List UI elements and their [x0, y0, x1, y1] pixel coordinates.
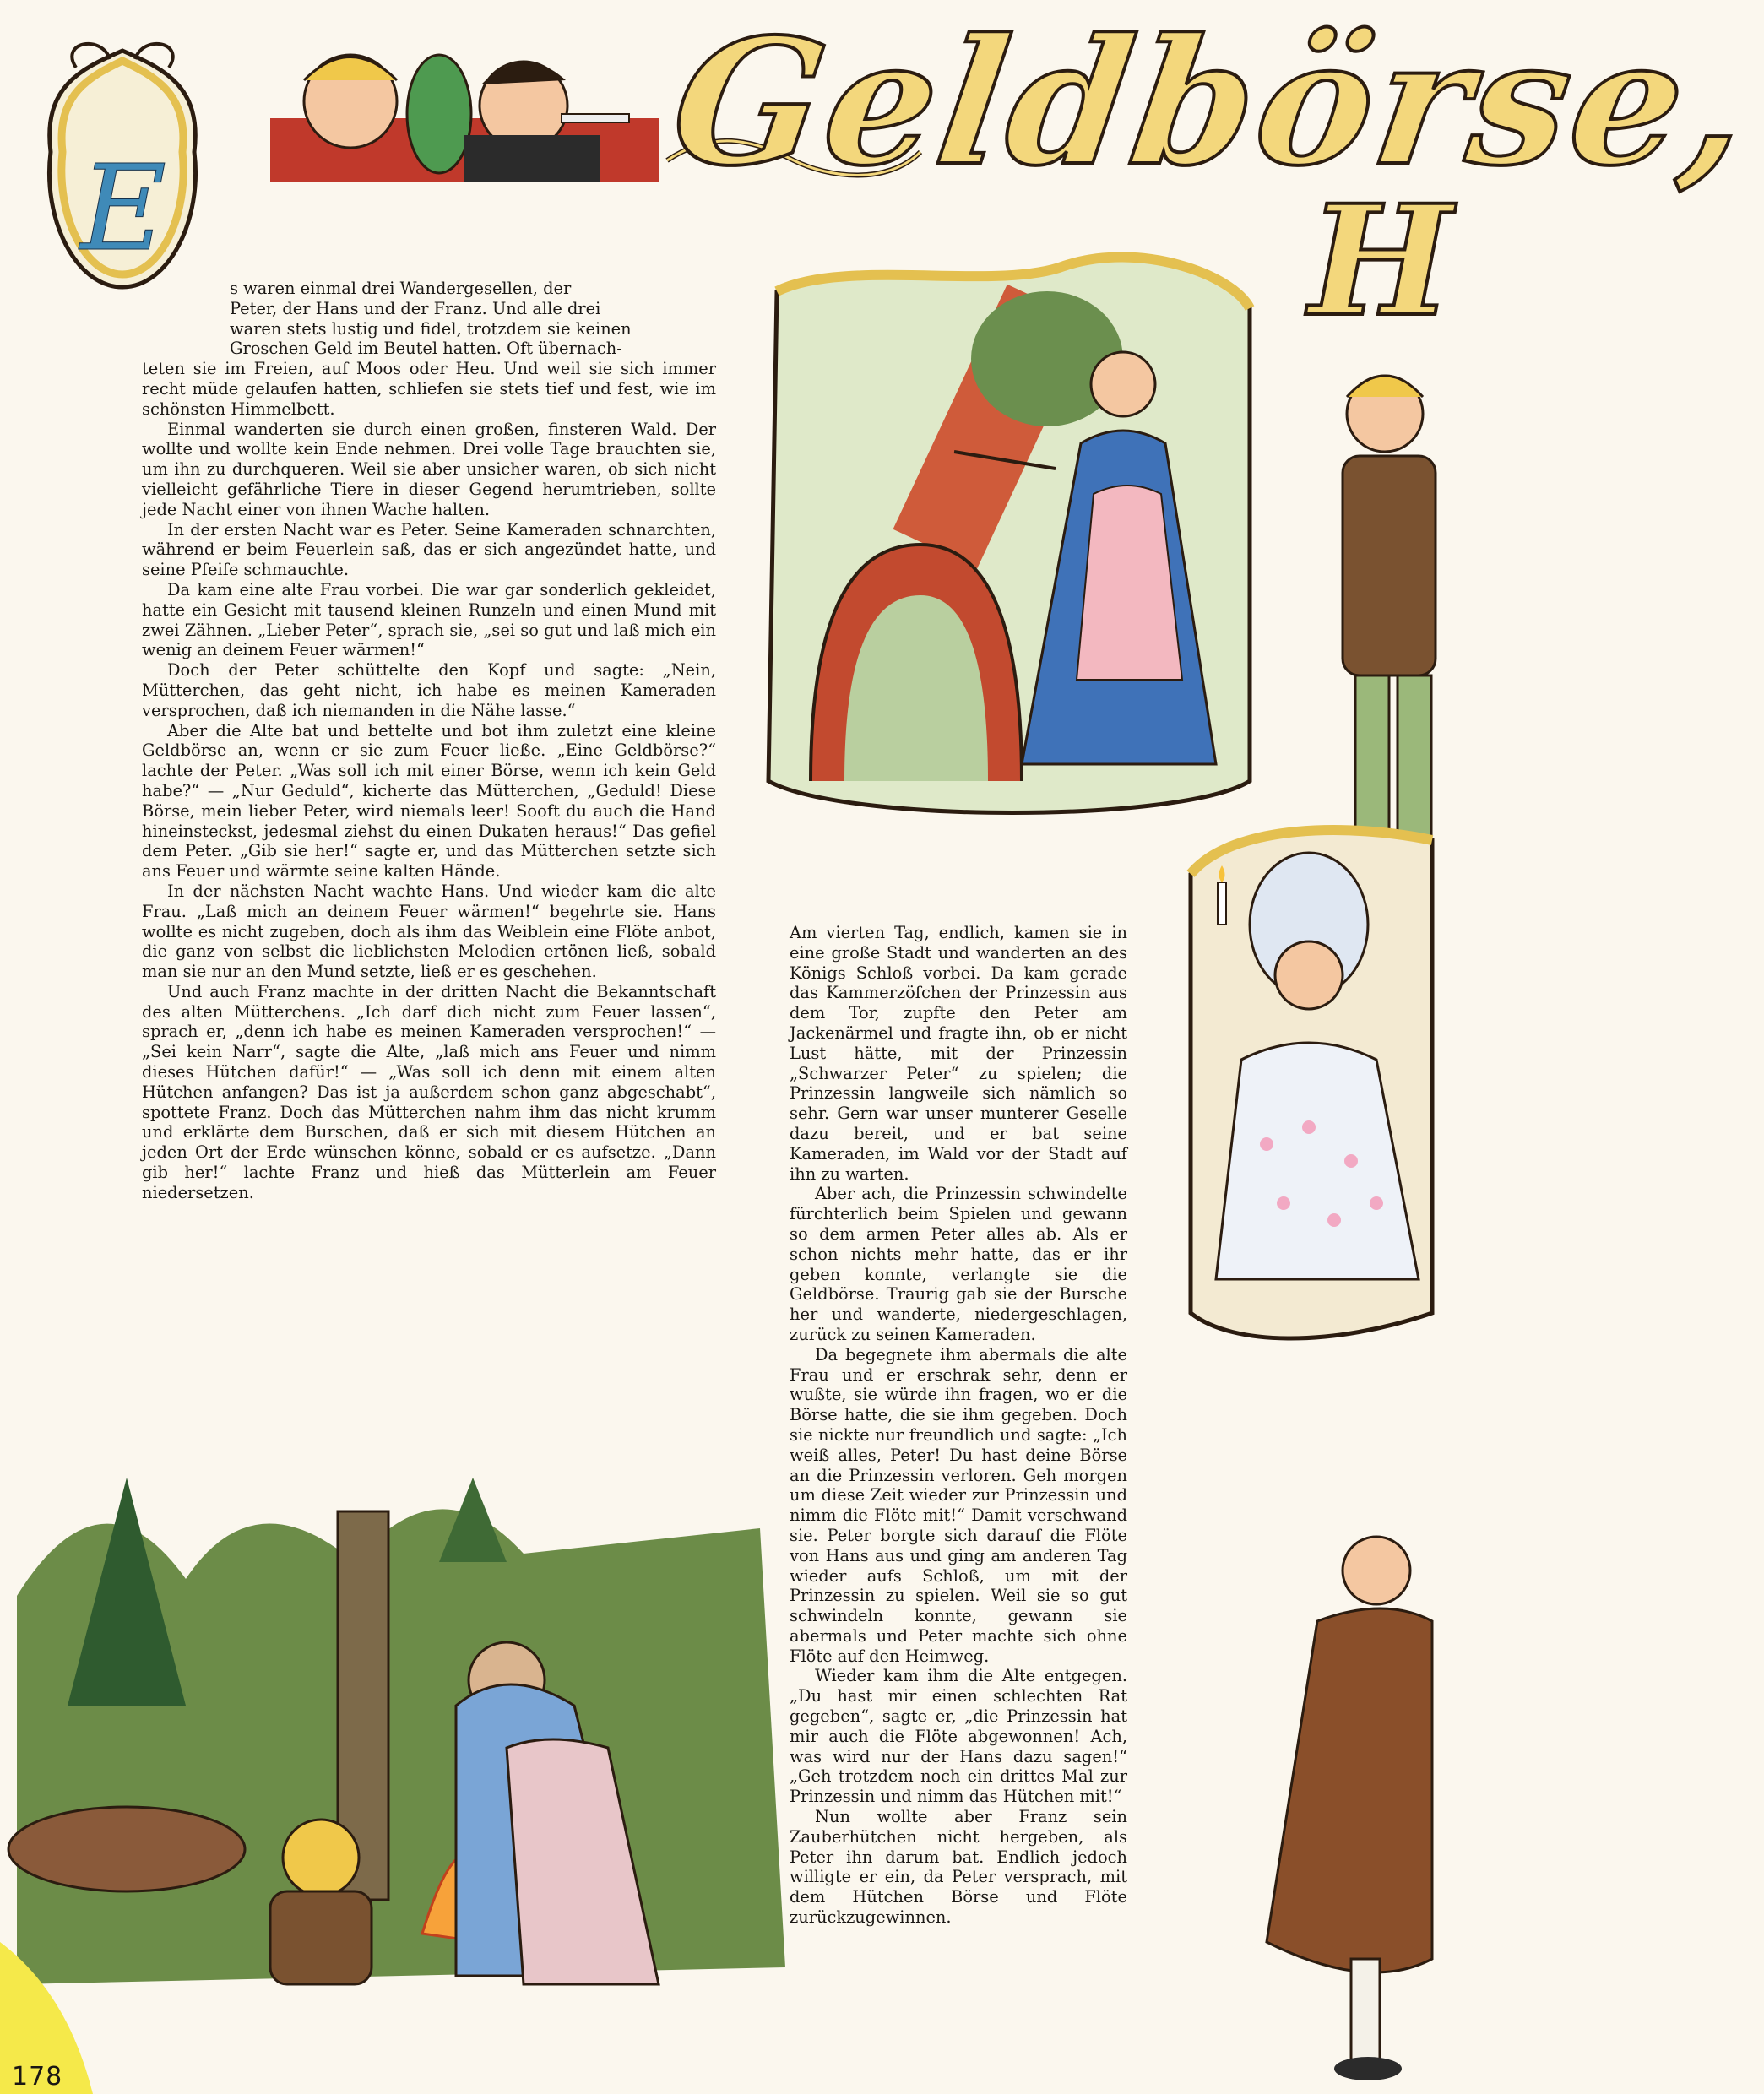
lead-line: waren stets lustig und fidel, trotzdem sie keinen [230, 318, 632, 339]
paragraph: Nun wollte aber Franz sein Zauberhütchen nicht hergeben, als Peter ihn darum bat. Endlich jedoch willigte er ein, da Peter versprach, mit dem Hütchen Börse und Flöte zurückzugewinnen. [790, 1807, 1127, 1928]
paragraph: teten sie im Freien, auf Moos oder Heu. Und weil sie sich immer recht müde gelaufen hatten, schliefen sie stets tief und fest, wie im schönsten Himmelbett. [142, 359, 716, 419]
paragraph: Doch der Peter schüttelte den Kopf und sagte: „Nein, Mütterchen, das geht nicht, ich habe es meinen Kameraden versprochen, daß ich niemanden in die Nähe lasse.“ [142, 660, 716, 720]
lead-line: s waren einmal drei Wandergesellen, der [230, 279, 572, 298]
story-column-2 [790, 923, 1127, 1928]
title-line2: H [1309, 172, 1453, 350]
paragraph: Aber ach, die Prinzessin schwindelte fürchterlich beim Spielen und gewann so dem armen Peter alles ab. Als er schon nichts mehr hatte, das er ihr geben konnte, verlangte sie die Geldbörse. Traurig gab sie der Bursche her und wanderte, niedergeschlagen, zurück zu seinen Kameraden. [790, 1184, 1127, 1344]
lead-line: Peter, der Hans und der Franz. Und alle drei [230, 298, 601, 318]
initial-letter: E [80, 140, 167, 278]
boys-illustration [270, 34, 659, 182]
maid-at-gate-illustration [743, 241, 1267, 832]
peter-standing-illustration [1317, 346, 1432, 887]
campfire-forest-illustration [0, 1427, 811, 2018]
paragraph: In der nächsten Nacht wachte Hans. Und wieder kam die alte Frau. „Laß mich an deinem Feuer wärmen!“ begehrte sie. Hans wollte es nicht zugeben, doch als ihm das Weiblein eine Flöte anbot, die ganz von selbst die lieblichsten Melodien ertönen ließ, sobald man sie nur an den Mund setzte, ließ er es geschehen. [142, 881, 716, 982]
story-column-1 [142, 279, 716, 1203]
paragraph: Und auch Franz machte in der dritten Nacht die Bekanntschaft des alten Mütterchens. „Ich darf dich nicht zum Feuer lassen“, sprach er, „denn ich habe es meinen Kameraden versprochen!“ — „Sei kein Narr“, sagte die Alte, „laß mich ans Feuer und nimm dieses Hütchen dafür!“ — „Was soll ich denn mit einem alten Hütchen anfangen? Das ist ja außerdem schon ganz abgeschabt“, spottete Franz. Doch das Mütterchen nahm ihm das nicht krumm und erklärte dem Burschen, daß er sich mit diesem Hütchen an jeden Ort der Erde wünschen könne, sobald er es aufsetze. „Dann gib her!“ lachte Franz und hieß das Mütterlein am Feuer niedersetzen. [142, 981, 716, 1202]
title-line1: Geldbörse, [661, 2, 1764, 204]
paragraph: Am vierten Tag, endlich, kamen sie in eine große Stadt und wanderten an des Königs Schloß vorbei. Da kam gerade das Kammerzöfchen der Prinzessin aus dem Tor, zupfte den Peter am Jackenärmel und fragte ihn, ob er nicht Lust hätte, mit der Prinzessin „Schwarzer Peter“ zu spielen; die Prinzessin langweile sich nämlich so sehr. Gern war unser munterer Geselle dazu bereit, und er bat seine Kameraden, im Wald vor der Stadt auf ihn zu warten. [790, 923, 1127, 1184]
page-number: 178 [12, 2062, 63, 2091]
paragraph: Aber die Alte bat und bettelte und bot ihm zuletzt eine kleine Geldbörse an, wenn er sie zum Feuer ließe. „Eine Geldbörse?“ lachte der Peter. „Was soll ich mit einer Börse, wenn ich kein Geld habe?“ — „Nur Geduld“, kicherte das Mütterchen, „Geduld! Diese Börse, mein lieber Peter, wird niemals leer! Sooft du auch die Hand hineinsteckst, jedesmal ziehst du einen Dukaten heraus!“ Das gefiel dem Peter. „Gib sie her!“ sagte er, und das Mütterchen setzte sich ans Feuer und wärmte seine kalten Hände. [142, 720, 716, 882]
princess-illustration [1165, 806, 1432, 1347]
paragraph: In der ersten Nacht war es Peter. Seine Kameraden schnarchten, während er beim Feuerlein saß, das er sich angezündet hatte, und seine Pfeife schmauchte. [142, 519, 716, 580]
paragraph: Da kam eine alte Frau vorbei. Die war gar sonderlich gekleidet, hatte ein Gesicht mit tausend kleinen Runzeln und einen Mund mit zwei Zähnen. „Lieber Peter“, sprach sie, „sei so gut und laß mich ein wenig an deinem Feuer wärmen!“ [142, 579, 716, 660]
paragraph: Wieder kam ihm die Alte entgegen. „Du hast mir einen schlechten Rat gegeben“, sagte er, „die Prinzessin hat mir auch die Flöte abgewonnen! Ach, was wird nur der Hans dazu sagen!“ „Geh trotzdem noch ein drittes Mal zur Prinzessin und nimm das Hütchen mit!“ [790, 1666, 1127, 1807]
paragraph: Da begegnete ihm abermals die alte Frau und er erschrak sehr, denn er wußte, sie würde ihn fragen, wo er die Börse hatte, die sie ihm gegeben. Doch sie nickte nur freundlich und sagte: „Ich weiß alles, Peter! Du hast deine Börse an die Prinzessin verloren. Geh morgen um diese Zeit wieder zur Prinzessin und nimm die Flöte mit!“ Damit verschwand sie. Peter borgte sich darauf die Flöte von Hans aus und ging am anderen Tag wieder aufs Schloß, um mit der Prinzessin zu spielen. Weil sie so gut schwindeln konnte, gewann sie abermals und Peter machte sich ohne Flöte auf den Heimweg. [790, 1344, 1127, 1666]
lead-line: Groschen Geld im Beutel hatten. Oft übernach- [230, 339, 622, 359]
paragraph: Einmal wanderten sie durch einen großen, finsteren Wald. Der wollte und wollte kein Ende nehmen. Drei volle Tage brauchten sie, um ihn zu durchqueren. Weil sie aber unsicher waren, ob sich nicht vielleicht gefährliche Tiere in dieser Gegend herumtrieben, sollte jede Nacht einer von ihnen Wache halten. [142, 419, 716, 519]
man-in-coat-illustration [1250, 1520, 1432, 2094]
